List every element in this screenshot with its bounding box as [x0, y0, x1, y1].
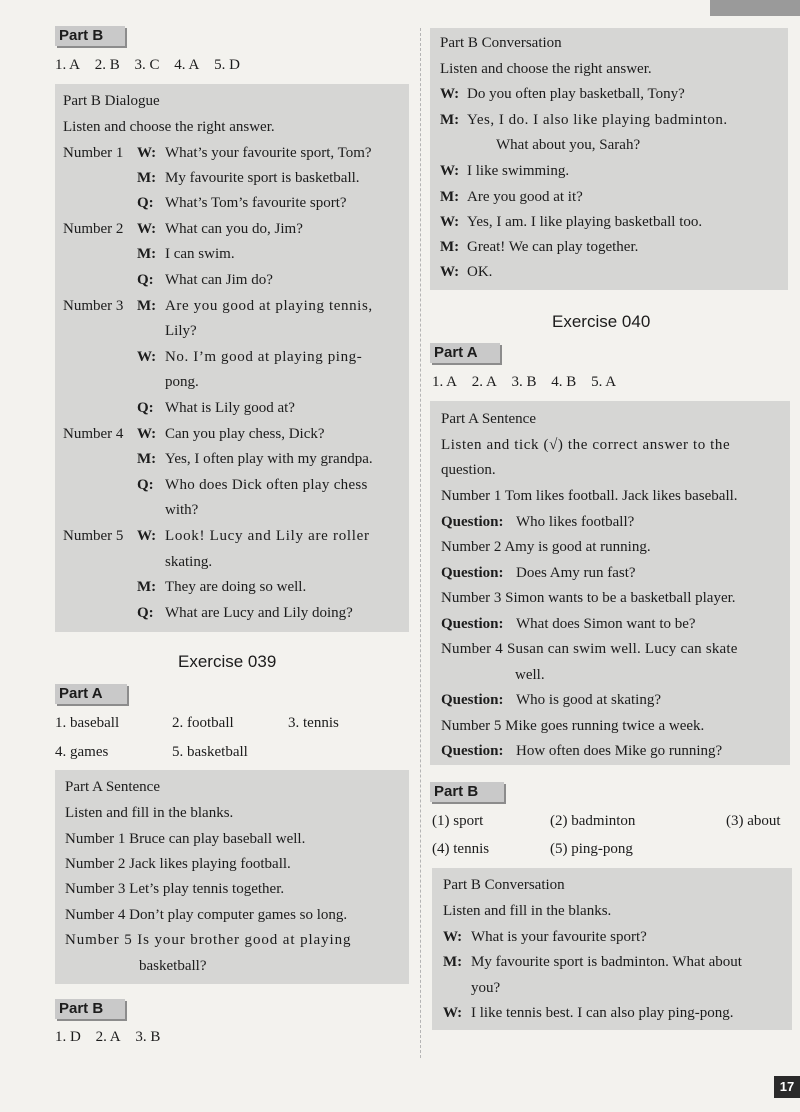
instruction: Listen and fill in the blanks.	[65, 805, 234, 821]
speaker: M:	[137, 170, 157, 186]
answer: 5. D	[214, 57, 240, 73]
sentence-line: Number 2 Amy is good at running.	[441, 539, 651, 555]
number-label: Number 1	[63, 145, 124, 161]
dialogue-line: What is Lily good at?	[165, 400, 295, 416]
speaker: M:	[440, 112, 460, 128]
answer: 3. B	[135, 1029, 161, 1045]
dialogue-line: Look! Lucy and Lily are roller	[165, 528, 370, 544]
box-heading: Part A Sentence	[441, 411, 536, 427]
answer: 5. A	[591, 374, 617, 390]
speaker: M:	[137, 246, 157, 262]
dialogue-line: I like swimming.	[467, 163, 570, 179]
dialogue-line: Are you good at playing tennis,	[165, 298, 373, 314]
answer: 3. C	[134, 57, 160, 73]
number-label: Number 2	[63, 221, 124, 237]
column-divider	[420, 28, 421, 1058]
dialogue-line: What’s your favourite sport, Tom?	[165, 145, 372, 161]
answer: 1. A	[432, 374, 458, 390]
sentence-line: Number 1 Bruce can play baseball well.	[65, 831, 306, 847]
speaker: M:	[137, 579, 157, 595]
sentence-line: well.	[515, 667, 545, 683]
section-tag: Part B	[430, 782, 504, 802]
speaker: Q:	[137, 195, 154, 211]
answer: 2. B	[94, 57, 120, 73]
sentence-line: Number 1 Tom likes football. Jack likes baseball.	[441, 488, 738, 504]
section-tag: Part A	[55, 684, 127, 704]
instruction: Listen and choose the right answer.	[440, 61, 652, 77]
dialogue-line: with?	[165, 502, 199, 518]
speaker: W:	[443, 929, 463, 945]
answer-item: (3) about	[726, 813, 781, 829]
conversation-box	[432, 868, 792, 1030]
answer-item: (5) ping-pong	[550, 841, 633, 857]
dialogue-line: They are doing so well.	[165, 579, 307, 595]
sentence-line: Number 5 Is your brother good at playing	[65, 932, 352, 948]
speaker: Q:	[137, 272, 154, 288]
answer-item: 2. football	[172, 715, 234, 731]
speaker: W:	[137, 145, 157, 161]
answer-item: 4. games	[55, 744, 109, 760]
question-text: How often does Mike go running?	[516, 743, 723, 759]
speaker: M:	[440, 189, 460, 205]
dialogue-box	[55, 84, 409, 632]
exercise-title: Exercise 040	[552, 312, 651, 331]
sentence-line: Number 3 Simon wants to be a basketball player.	[441, 590, 736, 606]
answer: 2. A	[95, 1029, 121, 1045]
dialogue-line: Can you play chess, Dick?	[165, 426, 325, 442]
dialogue-line: My favourite sport is badminton. What about	[471, 954, 742, 970]
dialogue-line: pong.	[165, 374, 199, 390]
speaker: Q:	[137, 477, 154, 493]
dialogue-line: I like tennis best. I can also play ping-pong.	[471, 1005, 734, 1021]
question-label: Question:	[441, 514, 504, 530]
speaker: M:	[137, 451, 157, 467]
question-label: Question:	[441, 616, 504, 632]
answer: 4. A	[174, 57, 200, 73]
dialogue-line: What’s Tom’s favourite sport?	[165, 195, 347, 211]
answer: 3. B	[511, 374, 537, 390]
dialogue-line: Do you often play basketball, Tony?	[467, 86, 685, 102]
dialogue-line: skating.	[165, 554, 213, 570]
number-label: Number 5	[63, 528, 124, 544]
speaker: W:	[137, 349, 157, 365]
speaker: W:	[440, 214, 460, 230]
speaker: W:	[440, 163, 460, 179]
sentence-box	[55, 770, 409, 984]
answer-item: 3. tennis	[288, 715, 339, 731]
speaker: M:	[137, 298, 157, 314]
question-text: Who likes football?	[516, 514, 635, 530]
answer-item: (2) badminton	[550, 813, 636, 829]
sentence-line: Number 2 Jack likes playing football.	[65, 856, 291, 872]
exercise-title: Exercise 039	[178, 652, 277, 671]
instruction: Listen and tick (√) the correct answer to the	[441, 437, 731, 453]
dialogue-line: Yes, I do. I also like playing badminton.	[467, 112, 728, 128]
speaker: M:	[443, 954, 463, 970]
sentence-line: Number 4 Susan can swim well. Lucy can skate	[441, 641, 738, 657]
dialogue-line: Yes, I am. I like playing basketball too.	[467, 214, 703, 230]
speaker: W:	[440, 264, 460, 280]
answer-item: (1) sport	[432, 813, 484, 829]
instruction: question.	[441, 462, 496, 478]
sentence-line: Number 4 Don’t play computer games so long.	[65, 907, 348, 923]
question-label: Question:	[441, 692, 504, 708]
instruction: Listen and choose the right answer.	[63, 119, 275, 135]
section-tag: Part B	[55, 999, 125, 1019]
instruction: Listen and fill in the blanks.	[443, 903, 612, 919]
dialogue-line: What is your favourite sport?	[471, 929, 647, 945]
dialogue-line: Yes, I often play with my grandpa.	[165, 451, 373, 467]
box-heading: Part B Dialogue	[63, 93, 160, 109]
answer: 2. A	[471, 374, 497, 390]
dialogue-line: What about you, Sarah?	[496, 137, 641, 153]
answer: 1. D	[55, 1029, 81, 1045]
dialogue-line: What are Lucy and Lily doing?	[165, 605, 353, 621]
sentence-line: Number 3 Let’s play tennis together.	[65, 881, 285, 897]
box-heading: Part A Sentence	[65, 779, 160, 795]
dialogue-line: Lily?	[165, 323, 197, 339]
speaker: Q:	[137, 605, 154, 621]
answer: 4. B	[551, 374, 577, 390]
section-tag: Part B	[55, 26, 125, 46]
question-text: Who is good at skating?	[516, 692, 661, 708]
answer: 1. A	[55, 57, 81, 73]
question-label: Question:	[441, 565, 504, 581]
sentence-box	[430, 401, 790, 765]
answer-row	[55, 57, 251, 74]
number-label: Number 3	[63, 298, 124, 314]
answer-row	[55, 1029, 171, 1046]
dialogue-line: OK.	[467, 264, 493, 280]
speaker: W:	[137, 426, 157, 442]
dialogue-line: No. I’m good at playing ping-	[165, 349, 363, 365]
speaker: W:	[443, 1005, 463, 1021]
dialogue-line: I can swim.	[165, 246, 235, 262]
question-label: Question:	[441, 743, 504, 759]
page-number: 17	[774, 1076, 800, 1098]
section-tag: Part A	[430, 343, 500, 363]
dialogue-line: What can you do, Jim?	[165, 221, 303, 237]
speaker: W:	[137, 528, 157, 544]
answer-item: 5. basketball	[172, 744, 248, 760]
dialogue-line: Who does Dick often play chess	[165, 477, 368, 493]
question-text: What does Simon want to be?	[516, 616, 696, 632]
dialogue-line: Great! We can play together.	[467, 239, 639, 255]
speaker: W:	[137, 221, 157, 237]
speaker: M:	[440, 239, 460, 255]
speaker: W:	[440, 86, 460, 102]
box-heading: Part B Conversation	[440, 35, 562, 51]
answer-item: (4) tennis	[432, 841, 490, 857]
sentence-line: Number 5 Mike goes running twice a week.	[441, 718, 705, 734]
dialogue-line: My favourite sport is basketball.	[165, 170, 360, 186]
conversation-box	[430, 28, 788, 290]
answer-row	[432, 374, 627, 391]
box-heading: Part B Conversation	[443, 877, 565, 893]
number-label: Number 4	[63, 426, 124, 442]
dialogue-line: you?	[471, 980, 501, 996]
answer-item: 1. baseball	[55, 715, 120, 731]
speaker: Q:	[137, 400, 154, 416]
question-text: Does Amy run fast?	[516, 565, 636, 581]
dialogue-line: What can Jim do?	[165, 272, 273, 288]
dialogue-line: Are you good at it?	[467, 189, 583, 205]
sentence-line: basketball?	[139, 958, 207, 974]
page-corner-shadow	[710, 0, 800, 16]
